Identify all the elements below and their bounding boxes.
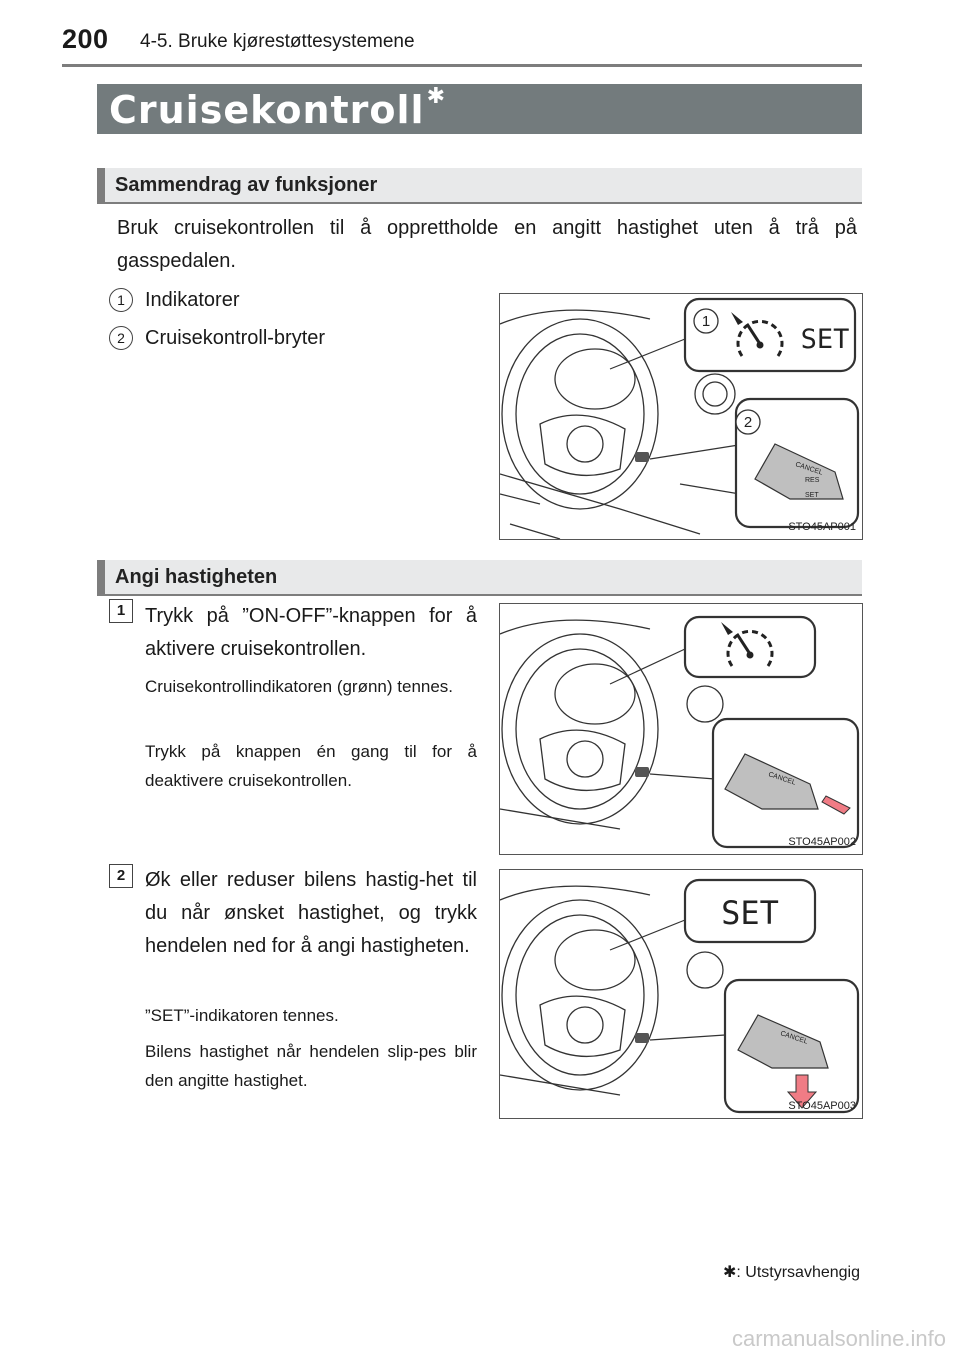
- lever-location-mark: [635, 452, 649, 462]
- step-1-note-1: Cruisekontrollindikatoren (grønn) tennes.: [145, 677, 454, 696]
- section-title-summary: Sammendrag av funksjoner: [115, 174, 378, 196]
- callout-number-1: 1: [701, 313, 711, 330]
- cockpit-illustration: [500, 294, 862, 539]
- step-2-note-2: Bilens hastighet når hendelen slip-pes blir den angitte hastighet.: [145, 1042, 477, 1090]
- page-title-text: Cruisekontroll: [109, 88, 425, 132]
- step-1-text: Trykk på ”ON-OFF”-knappen for å aktivere cruisekontrollen.: [145, 605, 477, 660]
- header-rule: [62, 64, 862, 67]
- equipment-marker: ✱: [426, 84, 447, 109]
- figure-code: STO45AP001: [788, 521, 856, 533]
- watermark: carmanualsonline.info: [731, 1326, 946, 1351]
- page-number: 200: [62, 24, 109, 54]
- svg-text:SET: SET: [805, 492, 819, 499]
- section-bar-summary: [97, 168, 862, 204]
- legend-label-switch: Cruisekontroll-bryter: [145, 327, 326, 349]
- callout-indicator: [685, 617, 815, 677]
- figure-code: STO45AP002: [788, 836, 856, 848]
- step-1-note-2: Trykk på knappen én gang til for å deaktivere cruisekontrollen.: [145, 742, 477, 790]
- figure-cruise-overview: [499, 293, 863, 540]
- svg-text:CANCEL: CANCEL: [767, 771, 797, 787]
- figure-on-off: [499, 603, 863, 855]
- section-bar-set-speed: [97, 560, 862, 596]
- legend-number-1: 1: [109, 288, 133, 312]
- set-indicator-text: SET: [721, 894, 779, 932]
- step-number-1: 1: [109, 599, 133, 623]
- section-title-set-speed: Angi hastigheten: [115, 566, 278, 588]
- svg-text:CANCEL: CANCEL: [779, 1030, 809, 1046]
- figure-code: STO45AP003: [788, 1100, 856, 1112]
- equipment-footnote: ✱: Utstyrsavhengig: [722, 1264, 860, 1281]
- chapter-heading: 4-5. Bruke kjørestøttesystemene: [140, 31, 415, 52]
- set-indicator-text: SET: [800, 324, 850, 355]
- step-number-2: 2: [109, 864, 133, 888]
- figure-set-speed: [499, 869, 863, 1119]
- legend-number-2: 2: [109, 326, 133, 350]
- svg-text:RES: RES: [805, 477, 820, 484]
- step-2-note-1: ”SET”-indikatoren tennes.: [145, 1006, 339, 1025]
- page-title: [109, 84, 447, 132]
- step-2-text: Øk eller reduser bilens hastig-het til du når ønsket hastighet, og trykk hendelen ned for å angi hastigheten.: [145, 869, 477, 957]
- legend-label-indicators: Indikatorer: [145, 289, 240, 311]
- svg-text:CANCEL: CANCEL: [794, 461, 824, 477]
- cockpit-illustration-3: [500, 870, 862, 1118]
- intro-paragraph: Bruk cruisekontrollen til å opprettholde en angitt hastighet uten å trå på gasspedalen.: [117, 217, 857, 272]
- callout-number-2: 2: [743, 414, 753, 431]
- cockpit-illustration-2: [500, 604, 862, 854]
